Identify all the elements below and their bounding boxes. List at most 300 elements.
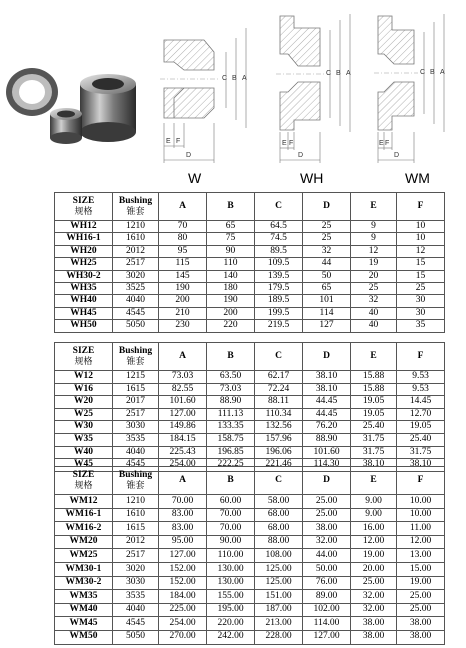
value-cell: 127 [303,320,351,332]
table-row [55,522,445,536]
dim-d-label: D [186,152,192,159]
value-cell: 25 [303,221,351,233]
header-col-a: A [159,193,207,221]
value-cell: 109.5 [255,258,303,270]
header-col-d: D [303,467,351,495]
dim-a-label: A [440,69,445,76]
value-cell: 20 [351,270,397,282]
bushing-cell: 1210 [113,221,159,233]
size-cell: W25 [55,408,113,421]
value-cell: 210 [159,307,207,319]
bushing-cell: 3535 [113,433,159,446]
value-cell: 219.5 [255,320,303,332]
value-cell: 83.00 [159,522,207,536]
value-cell: 114.00 [303,617,351,631]
size-cell: W16 [55,383,113,396]
value-cell: 32.00 [303,535,351,549]
size-cell: W12 [55,371,113,384]
dim-e-label: E [166,138,171,145]
header-col-b: B [207,193,255,221]
label-w: W [188,170,202,186]
table-row [55,590,445,604]
value-cell: 38.10 [351,459,397,472]
bushing-cell: 2012 [113,245,159,257]
value-cell: 199.5 [255,307,303,319]
value-cell: 155.00 [207,590,255,604]
value-cell: 38.00 [351,617,397,631]
value-cell: 200 [207,307,255,319]
value-cell: 38.00 [397,617,445,631]
bushing-cell: 4040 [113,446,159,459]
value-cell: 25.40 [397,433,445,446]
header-col-b: B [207,467,255,495]
table-row [55,258,445,270]
value-cell: 139.5 [255,270,303,282]
header-bushing-en: Bushing [118,470,153,481]
value-cell: 35 [397,320,445,332]
value-cell: 65 [207,221,255,233]
header-bushing-cn: 锥套 [126,355,145,366]
bushing-cell: 2517 [113,549,159,563]
value-cell: 83.00 [159,508,207,522]
value-cell: 76.20 [303,421,351,434]
value-cell: 62.17 [255,371,303,384]
value-cell: 10 [397,221,445,233]
table-row [55,295,445,307]
table-row [55,562,445,576]
value-cell: 16.00 [351,522,397,536]
header-col-f: F [397,193,445,221]
value-cell: 152.00 [159,562,207,576]
value-cell: 19.05 [351,408,397,421]
value-cell: 88.11 [255,396,303,409]
header-col-e: E [351,193,397,221]
size-cell: WM25 [55,549,113,563]
value-cell: 95 [159,245,207,257]
size-cell: W20 [55,396,113,409]
value-cell: 31.75 [351,433,397,446]
value-cell: 196.85 [207,446,255,459]
dim-b-label: B [430,69,435,76]
bushing-cell: 1615 [113,522,159,536]
size-cell: WH35 [55,282,113,294]
value-cell: 50.00 [303,562,351,576]
value-cell: 184.00 [159,590,207,604]
value-cell: 221.46 [255,459,303,472]
header-col-f: F [397,343,445,371]
value-cell: 15.00 [397,562,445,576]
value-cell: 149.86 [159,421,207,434]
bushing-cell: 5050 [113,320,159,332]
bushing-cell: 1610 [113,508,159,522]
value-cell: 228.00 [255,630,303,644]
header-size-en: SIZE [72,196,95,207]
header-col-e: E [351,467,397,495]
header-col-d: D [303,343,351,371]
value-cell: 187.00 [255,603,303,617]
value-cell: 14.45 [397,396,445,409]
header-bushing-cn: 锥套 [126,205,145,216]
value-cell: 25 [303,233,351,245]
table-row [55,221,445,233]
table-row [55,396,445,409]
product-photo [2,60,147,150]
value-cell: 127.00 [159,408,207,421]
value-cell: 25.00 [397,603,445,617]
value-cell: 15 [397,258,445,270]
value-cell: 70.00 [207,508,255,522]
value-cell: 12.70 [397,408,445,421]
table-row [55,307,445,319]
value-cell: 111.13 [207,408,255,421]
bushing-cell: 2517 [113,408,159,421]
table-row [55,421,445,434]
value-cell: 230 [159,320,207,332]
value-cell: 102.00 [303,603,351,617]
dim-d-label: D [394,152,400,159]
label-wm: WM [405,170,430,186]
value-cell: 68.00 [255,522,303,536]
value-cell: 114.30 [303,459,351,472]
value-cell: 225.00 [159,603,207,617]
size-cell: WM30-2 [55,576,113,590]
bushing-cell: 1215 [113,371,159,384]
size-cell: WM16-1 [55,508,113,522]
value-cell: 19.05 [351,396,397,409]
value-cell: 73.03 [159,371,207,384]
table-row [55,508,445,522]
value-cell: 19.00 [397,576,445,590]
value-cell: 110.34 [255,408,303,421]
table-header-row [55,467,445,495]
bushing-cell: 2012 [113,535,159,549]
bushing-cell: 2517 [113,258,159,270]
value-cell: 31.75 [351,446,397,459]
value-cell: 38.00 [303,522,351,536]
dim-f-label: F [385,140,390,147]
value-cell: 70.00 [207,522,255,536]
dim-f-label: F [289,140,294,147]
size-cell: W40 [55,446,113,459]
value-cell: 25.00 [351,576,397,590]
size-cell: WM45 [55,617,113,631]
value-cell: 70 [159,221,207,233]
bushing-cell: 1610 [113,233,159,245]
header-col-c: C [255,343,303,371]
bushing-cell: 4545 [113,307,159,319]
bushing-cell: 3020 [113,270,159,282]
table-header-row [55,343,445,371]
spec-table-w [54,342,445,472]
value-cell: 38.00 [351,630,397,644]
dim-c-label: C [420,69,426,76]
value-cell: 115 [159,258,207,270]
value-cell: 38.10 [397,459,445,472]
table-row [55,549,445,563]
header-bushing-en: Bushing [118,346,153,357]
table-row [55,320,445,332]
value-cell: 151.00 [255,590,303,604]
header-size [55,193,113,221]
header-col-b: B [207,343,255,371]
table-row [55,433,445,446]
dim-e-label: E [282,140,287,147]
value-cell: 82.55 [159,383,207,396]
value-cell: 38.10 [303,383,351,396]
table-row [55,408,445,421]
value-cell: 50 [303,270,351,282]
table-row [55,245,445,257]
value-cell: 89.00 [303,590,351,604]
table-header-row [55,193,445,221]
value-cell: 108.00 [255,549,303,563]
bushing-cell: 3535 [113,590,159,604]
value-cell: 25 [351,282,397,294]
header-size-cn: 规格 [74,205,93,216]
value-cell: 127.00 [159,549,207,563]
value-cell: 60.00 [207,495,255,509]
dim-a-label: A [242,75,247,82]
header-size [55,343,113,371]
bushing-cell: 1210 [113,495,159,509]
header-size-cn: 规格 [74,479,93,490]
table-row [55,383,445,396]
header-bushing-en: Bushing [118,196,153,207]
bushing-cell: 1615 [113,383,159,396]
size-cell: WM16-2 [55,522,113,536]
value-cell: 73.03 [207,383,255,396]
size-cell: WM35 [55,590,113,604]
value-cell: 13.00 [397,549,445,563]
value-cell: 70.00 [159,495,207,509]
table-row [55,233,445,245]
size-cell: WM50 [55,630,113,644]
header-size-en: SIZE [72,470,95,481]
value-cell: 157.96 [255,433,303,446]
value-cell: 68.00 [255,508,303,522]
size-cell: WM40 [55,603,113,617]
value-cell: 180 [207,282,255,294]
value-cell: 20.00 [351,562,397,576]
table-row [55,603,445,617]
size-cell: WH12 [55,221,113,233]
size-cell: WH20 [55,245,113,257]
value-cell: 130.00 [207,576,255,590]
header-col-a: A [159,467,207,495]
value-cell: 95.00 [159,535,207,549]
value-cell: 152.00 [159,576,207,590]
value-cell: 220 [207,320,255,332]
table-row [55,446,445,459]
table-row [55,282,445,294]
value-cell: 9 [351,233,397,245]
value-cell: 213.00 [255,617,303,631]
value-cell: 9 [351,221,397,233]
value-cell: 89.5 [255,245,303,257]
value-cell: 72.24 [255,383,303,396]
value-cell: 30 [397,307,445,319]
table-row [55,576,445,590]
spec-table-wm [54,466,445,645]
header-size-cn: 规格 [74,355,93,366]
value-cell: 44.45 [303,396,351,409]
bushing-cell: 3030 [113,421,159,434]
table-row [55,371,445,384]
value-cell: 158.75 [207,433,255,446]
table-row [55,270,445,282]
value-cell: 25.00 [397,590,445,604]
value-cell: 9.53 [397,371,445,384]
value-cell: 12 [397,245,445,257]
value-cell: 11.00 [397,522,445,536]
size-cell: WH25 [55,258,113,270]
value-cell: 19.05 [397,421,445,434]
value-cell: 133.35 [207,421,255,434]
value-cell: 270.00 [159,630,207,644]
diagram-wh [272,8,364,168]
value-cell: 32 [351,295,397,307]
value-cell: 19 [351,258,397,270]
dim-a-label: A [346,70,351,77]
bushing-cell: 4545 [113,459,159,472]
value-cell: 145 [159,270,207,282]
value-cell: 10.00 [397,508,445,522]
size-cell: WH40 [55,295,113,307]
value-cell: 64.5 [255,221,303,233]
label-wh: WH [300,170,324,186]
value-cell: 12 [351,245,397,257]
size-cell: W45 [55,459,113,472]
value-cell: 220.00 [207,617,255,631]
value-cell: 15.88 [351,371,397,384]
header-col-d: D [303,193,351,221]
value-cell: 12.00 [351,535,397,549]
value-cell: 12.00 [397,535,445,549]
value-cell: 127.00 [303,630,351,644]
header-bushing [113,343,159,371]
value-cell: 225.43 [159,446,207,459]
value-cell: 80 [159,233,207,245]
header-col-c: C [255,193,303,221]
header-bushing-cn: 锥套 [126,479,145,490]
value-cell: 184.15 [159,433,207,446]
size-cell: W30 [55,421,113,434]
bushing-cell: 2017 [113,396,159,409]
value-cell: 32.00 [351,590,397,604]
value-cell: 9.00 [351,495,397,509]
size-cell: WM20 [55,535,113,549]
value-cell: 10.00 [397,495,445,509]
value-cell: 25.00 [303,508,351,522]
table-row [55,630,445,644]
value-cell: 25 [397,282,445,294]
dim-e-label: E [379,140,384,147]
value-cell: 114 [303,307,351,319]
value-cell: 25.40 [351,421,397,434]
value-cell: 15 [397,270,445,282]
value-cell: 30 [397,295,445,307]
value-cell: 44 [303,258,351,270]
value-cell: 88.00 [255,535,303,549]
value-cell: 15.88 [351,383,397,396]
value-cell: 254.00 [159,617,207,631]
bushing-cell: 3020 [113,562,159,576]
value-cell: 32 [303,245,351,257]
value-cell: 200 [159,295,207,307]
value-cell: 140 [207,270,255,282]
dim-c-label: C [326,70,332,77]
header-size [55,467,113,495]
size-cell: WH50 [55,320,113,332]
value-cell: 101.60 [303,446,351,459]
size-cell: WM12 [55,495,113,509]
value-cell: 254.00 [159,459,207,472]
header-col-a: A [159,343,207,371]
value-cell: 40 [351,320,397,332]
value-cell: 19.00 [351,549,397,563]
value-cell: 125.00 [255,562,303,576]
value-cell: 195.00 [207,603,255,617]
dim-b-label: B [232,75,237,82]
value-cell: 76.00 [303,576,351,590]
value-cell: 44.45 [303,408,351,421]
value-cell: 40 [351,307,397,319]
table-row [55,495,445,509]
size-cell: WH45 [55,307,113,319]
value-cell: 189.5 [255,295,303,307]
table-row [55,617,445,631]
value-cell: 88.90 [207,396,255,409]
header-col-c: C [255,467,303,495]
value-cell: 196.06 [255,446,303,459]
size-cell: WM30-1 [55,562,113,576]
value-cell: 110.00 [207,549,255,563]
value-cell: 101 [303,295,351,307]
bushing-cell: 4040 [113,603,159,617]
dim-d-label: D [298,152,304,159]
value-cell: 74.5 [255,233,303,245]
value-cell: 32.00 [351,603,397,617]
dim-f-label: F [176,138,181,145]
size-cell: WH30-2 [55,270,113,282]
value-cell: 110 [207,258,255,270]
diagram-wm [370,8,462,168]
value-cell: 190 [207,295,255,307]
value-cell: 90.00 [207,535,255,549]
diagram-w [156,8,256,168]
value-cell: 63.50 [207,371,255,384]
value-cell: 38.10 [303,371,351,384]
size-cell: W35 [55,433,113,446]
bushing-cell: 5050 [113,630,159,644]
value-cell: 88.90 [303,433,351,446]
bushing-cell: 3030 [113,576,159,590]
value-cell: 65 [303,282,351,294]
table-row [55,535,445,549]
value-cell: 190 [159,282,207,294]
bushing-cell: 4040 [113,295,159,307]
header-bushing [113,193,159,221]
value-cell: 125.00 [255,576,303,590]
value-cell: 25.00 [303,495,351,509]
dim-c-label: C [222,75,228,82]
value-cell: 10 [397,233,445,245]
spec-table-wh [54,192,445,333]
header-col-f: F [397,467,445,495]
value-cell: 9.53 [397,383,445,396]
value-cell: 44.00 [303,549,351,563]
value-cell: 242.00 [207,630,255,644]
